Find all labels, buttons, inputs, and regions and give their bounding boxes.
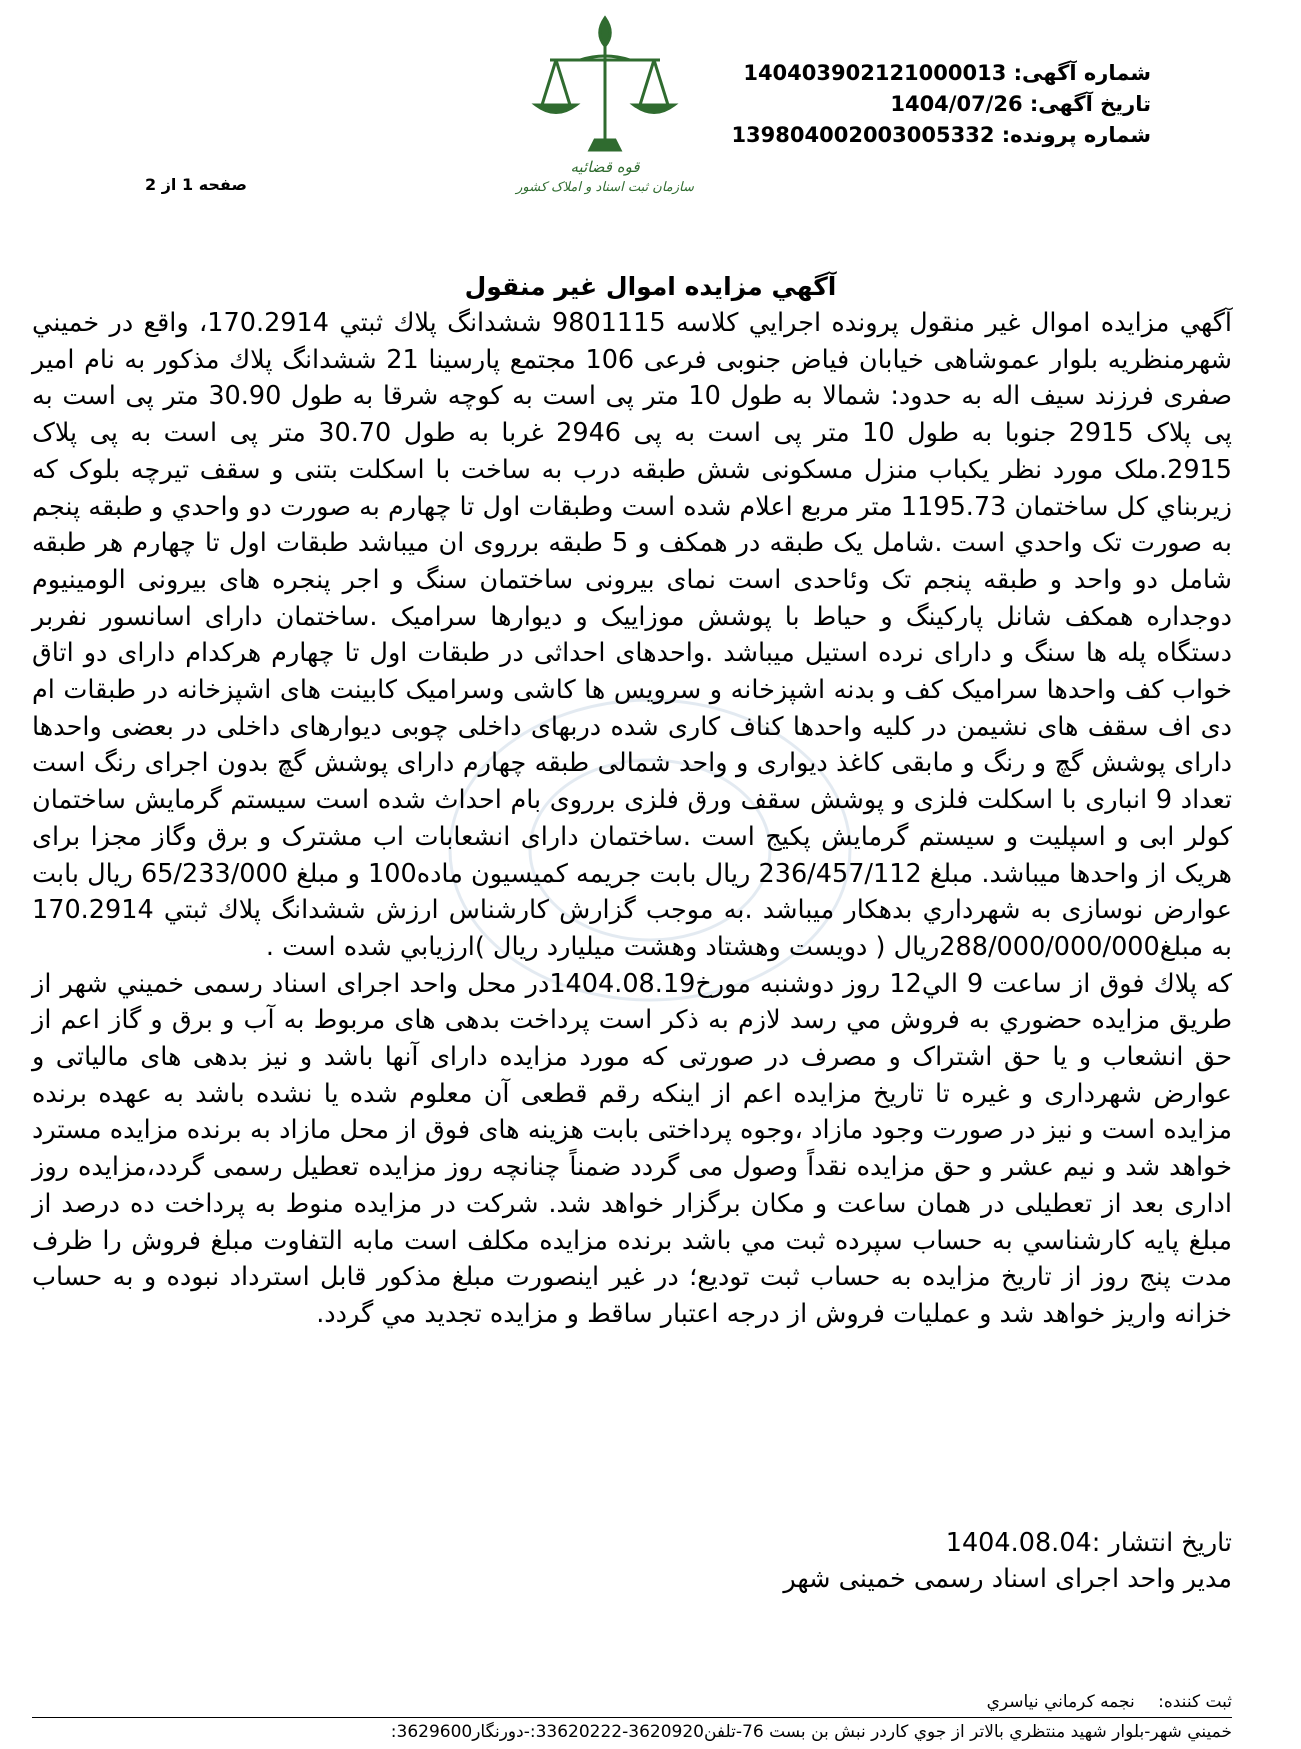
registrar-name: نجمه كرماني نياسري	[986, 1692, 1135, 1712]
signer-title: مدیر واحد اجرای اسناد رسمی خمینی شهر	[783, 1564, 1232, 1594]
ad-title: آگهي مزايده اموال غير منقول	[464, 272, 837, 301]
ad-number-label: شماره آگهی:	[1013, 61, 1151, 85]
footer-address: خميني شهر-بلوار شهيد منتظري بالاتر از جوي كاردر نبش بن بست 76-تلفن3620920-33620222:-دورنگار3629600:	[390, 1722, 1232, 1742]
case-number-label: شماره پرونده:	[1001, 123, 1151, 147]
judiciary-emblem-icon	[516, 10, 694, 225]
ad-meta-block	[731, 58, 1151, 151]
emblem-caption-2: سازمان ثبت اسناد و املاک کشور	[516, 180, 694, 195]
ad-number: 140403902121000013	[743, 61, 1007, 85]
registrar-label: ثبت کننده:	[1158, 1692, 1232, 1712]
publication-date-row	[946, 1525, 1232, 1561]
ad-body	[32, 305, 1232, 1333]
emblem-caption-1: قوه قضائیه	[570, 158, 640, 176]
ad-date-label: تاریخ آگهی:	[1029, 92, 1151, 116]
registrar-row	[987, 1692, 1232, 1712]
page-count: صفحه 1 از 2	[145, 175, 247, 194]
ad-date: 1404/07/26	[890, 92, 1023, 116]
case-number: 139804002003005332	[731, 123, 995, 147]
publication-date-label: تاریخ انتشار :	[1091, 1528, 1232, 1558]
footer-divider	[32, 1717, 1232, 1718]
ad-date-row	[731, 89, 1151, 120]
ad-body-paragraph-2: كه پلاك فوق از ساعت 9 الي12 روز دوشنبه مورخ1404.08.19در محل واحد اجرای اسناد رسمی خميني شهر از طريق مزايده حضوري به فروش مي رسد لازم به ذکر است پرداخت بدهی های مربوط به آب و برق و گاز اعم از حق انشعاب و یا حق اشتراک و مصرف در صورتی که مورد مزایده دارای آنها باشد و نیز بدهی های مالیاتی و عوارض شهرداری و غیره تا تاریخ مزایده اعم از اینکه رقم قطعی آن معلوم شده یا نشده باشد به عهده برنده مزایده است و نیز در صورت وجود مازاد ،وجوه پرداختی بابت هزینه های فوق از محل مازاد به برنده مزایده مسترد خواهد شد و نیم عشر و حق مزایده نقداً وصول می گردد ضمناً چنانچه روز مزایده تعطیل رسمی گردد،مزایده روز اداری بعد از تعطیلی در همان ساعت و مکان برگزار خواهد شد. شركت در مزايده منوط به پرداخت ده درصد از مبلغ پايه كارشناسي به حساب سپرده ثبت مي باشد برنده مزايده مكلف است مابه التفاوت مبلغ فروش را ظرف مدت پنج روز از تاريخ مزايده به حساب ثبت توديع؛ در غير اينصورت مبلغ مذكور قابل استرداد نبوده و به حساب خزانه واريز خواهد شد و عمليات فروش از درجه اعتبار ساقط و مزايده تجديد مي گردد.	[32, 968, 1232, 1329]
ad-number-row	[731, 58, 1151, 89]
publication-date: 1404.08.04	[945, 1528, 1092, 1558]
case-number-row	[731, 120, 1151, 151]
ad-body-paragraph-1: آگهي مزايده اموال غير منقول پرونده اجرايي كلاسه 9801115 ششدانگ پلاك ثبتي 170.2914، واقع در خميني شهرمنظريه بلوار عموشاهی خیابان فیاض جنوبی فرعی 106 مجتمع پارسینا 21 ششدانگ پلاك مذكور به نام امیر صفری فرزند سیف اله به حدود: شمالا به طول 10 متر پی است به کوچه شرقا به طول 30.90 متر پی است به پی پلاک 2915 جنوبا به طول 10 متر پی است به پی 2946 غربا به طول 30.70 متر پی است به پی پلاک 2915.ملک مورد نظر یکباب منزل مسکونی شش طبقه درب به ساخت با اسکلت بتنی و سقف تیرچه بلوک که زیربناي کل ساختمان 1195.73 متر مربع اعلام شده است وطبقات اول تا چهارم به صورت دو واحدي و طبقه پنجم به صورت تک واحدي است .شامل یک طبقه در همکف و 5 طبقه برروی ان میباشد طبقات اول تا چهارم هر طبقه شامل دو واحد و طبقه پنجم تک وئاحدی است نمای بیرونی ساختمان سنگ و اجر پنجره های بیرونی الومینیوم دوجداره همکف شانل پارکینگ و حیاط با پوشش موزاییک و دیوارها سرامیک .ساختمان دارای اسانسور نفربر دستگاه پله ها سنگ و دارای نرده استیل میباشد .واحدهای احداثی در طبقات اول تا چهارم هرکدام دارای دو اتاق خواب کف واحدها سرامیک کف و بدنه اشپزخانه و سرویس ها کاشی وسرامیک کابینت های اشپزخانه در طبقات ام دی اف سقف های نشیمن در کلیه واحدها کناف کاری شده دربهای داخلی چوبی دیوارهای داخلی در بعضی واحدها دارای پوشش گچ و رنگ و مابقی کاغذ دیواری و واحد شمالی طبقه چهارم دارای پوشش گچ بدون اجرای رنگ است تعداد 9 انباری با اسکلت فلزی و پوشش سقف ورق فلزی برروی بام احداث شده است سیستم گرمایش ساختمان کولر ابی و اسپلیت و سیستم گرمایش پکیج است .ساختمان دارای انشعابات اب مشترک و برق وگاز مجزا برای هریک از واحدها میباشد. مبلغ 236/457/112 ریال بابت جریمه کمیسیون ماده100 و مبلغ 65/233/000 ریال بابت عوارض نوسازی به شهرداري بدهکار میباشد .به موجب گزارش کارشناس ارزش ششدانگ پلاك ثبتي 170.2914 به مبلغ288/000/000/000ريال ( دویست وهشتاد وهشت میلیارد ریال )ارزيابي شده است .	[32, 308, 1233, 962]
